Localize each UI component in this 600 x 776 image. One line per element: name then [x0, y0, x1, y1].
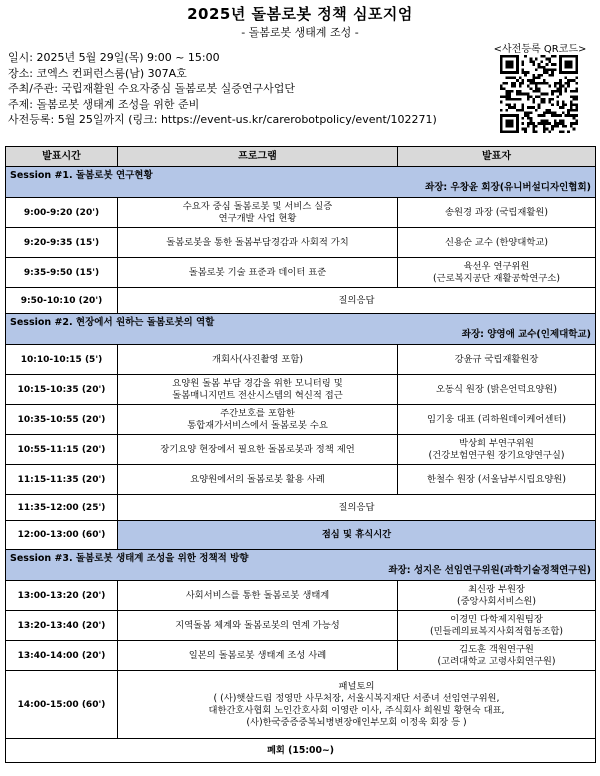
program-line: 돌봄로봇 기술 표준과 데이터 표준 — [188, 266, 327, 278]
page-subtitle: - 돌봄로봇 생태계 조성 - — [241, 26, 359, 39]
speaker-line: 김도훈 객원연구원 — [459, 643, 534, 655]
speaker-line: (고려대학교 고령사회연구원) — [437, 655, 556, 667]
table-row — [6, 435, 596, 465]
time-cell: 9:50-10:10 (20') — [6, 288, 118, 314]
speaker-cell — [398, 375, 596, 405]
program-line: 통합재가서비스에서 돌봄로봇 수요 — [187, 419, 328, 431]
panel-line: ( (사)햇살드림 정영만 사무처장, 서울시복지재단 서종녀 선임연구위원, — [213, 692, 500, 704]
session-row — [6, 167, 596, 198]
speaker-cell — [398, 581, 596, 611]
program-table — [5, 146, 596, 763]
table-row — [6, 228, 596, 258]
program-cell — [118, 465, 398, 495]
table-row — [6, 581, 596, 611]
col-header-time: 발표시간 — [6, 147, 118, 167]
time-cell: 13:20-13:40 (20') — [6, 611, 118, 641]
session-chair: 좌장: 성지은 선임연구위원(과학기술정책연구원) — [388, 565, 591, 576]
closing-cell: 폐회 (15:00~) — [6, 739, 596, 763]
program-line: 수요자 중심 돌봄로봇 및 서비스 실증 — [182, 200, 333, 212]
qna-cell: 질의응답 — [118, 495, 596, 521]
qr-label: <사전등록 QR코드> — [493, 44, 587, 55]
program-line: 요양원에서의 돌봄로봇 활용 사례 — [190, 473, 325, 485]
speaker-line: (건강보험연구원 장기요양연구실) — [428, 449, 565, 461]
panel-line: 대한간호사협회 노인간호사회 이영란 이사, 주식회사 희원빌 황현숙 대표, — [208, 704, 505, 716]
table-row — [6, 521, 596, 550]
speaker-line: 최신광 부원장 — [468, 583, 525, 595]
table-row — [6, 258, 596, 288]
col-header-program: 프로그램 — [118, 147, 398, 167]
program-line: 요양원 돌봄 부담 경감을 위한 모니터링 및 — [172, 377, 343, 389]
session-title: Session #2. 현장에서 원하는 돌봄로봇의 역할 — [10, 317, 215, 328]
time-cell: 9:00-9:20 (20') — [6, 198, 118, 228]
qr-code-icon[interactable] — [500, 55, 578, 133]
event-host: 주최/주관: 국립재활원 수요자중심 돌봄로봇 실증연구사업단 — [8, 82, 296, 95]
speaker-line: 송원경 과장 (국립재활원) — [445, 206, 548, 218]
speaker-cell — [398, 435, 596, 465]
table-row — [6, 198, 596, 228]
time-cell: 10:35-10:55 (20') — [6, 405, 118, 435]
program-cell — [118, 198, 398, 228]
panel-line: 패널토의 — [338, 680, 375, 692]
program-line: 일본의 돌봄로봇 생태계 조성 사례 — [188, 649, 327, 661]
event-info — [8, 50, 488, 128]
speaker-cell — [398, 345, 596, 375]
program-cell — [118, 345, 398, 375]
table-row — [6, 611, 596, 641]
session-header — [6, 314, 596, 345]
event-registration[interactable]: 사전등록: 5월 25일까지 (링크: https://event-us.kr/carerobotpolicy/event/102271) — [8, 113, 437, 126]
program-line: 개회사(사진촬영 포함) — [211, 353, 304, 365]
session-header — [6, 550, 596, 581]
page-title: 2025년 돌봄로봇 정책 심포지엄 — [187, 5, 413, 23]
event-theme: 주제: 돌봄로봇 생태계 조성을 위한 준비 — [8, 97, 200, 111]
speaker-cell — [398, 405, 596, 435]
time-cell: 12:00-13:00 (60') — [6, 521, 118, 550]
program-line: 주간보호를 포함한 — [220, 407, 295, 419]
time-cell: 14:00-15:00 (60') — [6, 671, 118, 739]
speaker-line: 임기웅 대표 (리하원데이케어센터) — [427, 413, 566, 425]
session-row — [6, 314, 596, 345]
program-cell — [118, 435, 398, 465]
program-line: 지역돌봄 체계와 돌봄로봇의 연계 가능성 — [175, 619, 340, 631]
session-chair: 좌장: 우창윤 회장(유니버설디자인협회) — [425, 182, 591, 193]
speaker-cell — [398, 641, 596, 671]
speaker-line: 이경민 다학제지원팀장 — [450, 613, 543, 625]
time-cell: 11:15-11:35 (20') — [6, 465, 118, 495]
table-row — [6, 288, 596, 314]
table-row — [6, 495, 596, 521]
table-row — [6, 465, 596, 495]
session-title: Session #3. 돌봄로봇 생태계 조성을 위한 정책적 방향 — [10, 553, 249, 564]
speaker-line: 한철수 원장 (서울남부시립요양원) — [427, 473, 566, 485]
program-cell — [118, 611, 398, 641]
program-cell — [118, 581, 398, 611]
program-line: 돌봄매니지먼트 전산시스템의 혁신적 접근 — [172, 389, 343, 401]
speaker-line: (중앙사회서비스원) — [456, 595, 537, 607]
program-cell — [118, 258, 398, 288]
program-cell — [118, 228, 398, 258]
program-line: 돌봄로봇을 통한 돌봄부담경감과 사회적 가치 — [166, 236, 349, 248]
speaker-cell — [398, 258, 596, 288]
speaker-cell — [398, 198, 596, 228]
panel-line: (사)한국중증중복뇌병변장애인부모회 이정욱 회장 등 ) — [246, 716, 467, 728]
speaker-line: 강윤규 국립재활원장 — [454, 353, 539, 365]
speaker-cell — [398, 611, 596, 641]
session-row — [6, 550, 596, 581]
table-row — [6, 671, 596, 739]
program-body — [6, 167, 596, 763]
time-cell: 9:35-9:50 (15') — [6, 258, 118, 288]
program-line: 장기요양 현장에서 필요한 돌봄로봇과 정책 제언 — [160, 443, 355, 455]
program-cell — [118, 375, 398, 405]
table-row — [6, 405, 596, 435]
program-cell — [118, 641, 398, 671]
time-cell: 13:40-14:00 (20') — [6, 641, 118, 671]
speaker-line: 박상희 부연구위원 — [459, 437, 534, 449]
speaker-cell — [398, 465, 596, 495]
program-line: 사회서비스를 통한 돌봄로봇 생태계 — [185, 589, 330, 601]
time-cell: 10:15-10:35 (20') — [6, 375, 118, 405]
speaker-line: 오동식 원장 (밝은언덕요양원) — [436, 383, 557, 395]
panel-discussion-cell — [118, 671, 596, 739]
time-cell: 10:55-11:15 (20') — [6, 435, 118, 465]
program-cell — [118, 405, 398, 435]
speaker-line: (근로복지공단 재활공학연구소) — [433, 272, 560, 284]
program-line: 연구개발 사업 현황 — [218, 212, 297, 224]
session-title: Session #1. 돌봄로봇 연구현황 — [10, 170, 153, 181]
closing-row — [6, 739, 596, 763]
time-cell: 10:10-10:15 (5') — [6, 345, 118, 375]
speaker-line: (민들레의료복지사회적협동조합) — [430, 625, 563, 637]
event-date: 일시: 2025년 5월 29일(목) 9:00 ~ 15:00 — [8, 51, 220, 64]
speaker-cell — [398, 228, 596, 258]
speaker-line: 육선우 연구위원 — [463, 260, 530, 272]
table-row — [6, 345, 596, 375]
time-cell: 13:00-13:20 (20') — [6, 581, 118, 611]
qna-cell: 질의응답 — [118, 288, 596, 314]
event-venue: 장소: 코엑스 컨퍼런스룸(남) 307A호 — [8, 66, 187, 80]
col-header-speaker: 발표자 — [398, 147, 596, 167]
table-row — [6, 375, 596, 405]
lunch-break-cell: 점심 및 휴식시간 — [118, 521, 596, 550]
time-cell: 9:20-9:35 (15') — [6, 228, 118, 258]
session-header — [6, 167, 596, 198]
time-cell: 11:35-12:00 (25') — [6, 495, 118, 521]
session-chair: 좌장: 양영애 교수(인제대학교) — [461, 329, 591, 340]
table-row — [6, 641, 596, 671]
speaker-line: 신용순 교수 (한양대학교) — [445, 236, 548, 248]
